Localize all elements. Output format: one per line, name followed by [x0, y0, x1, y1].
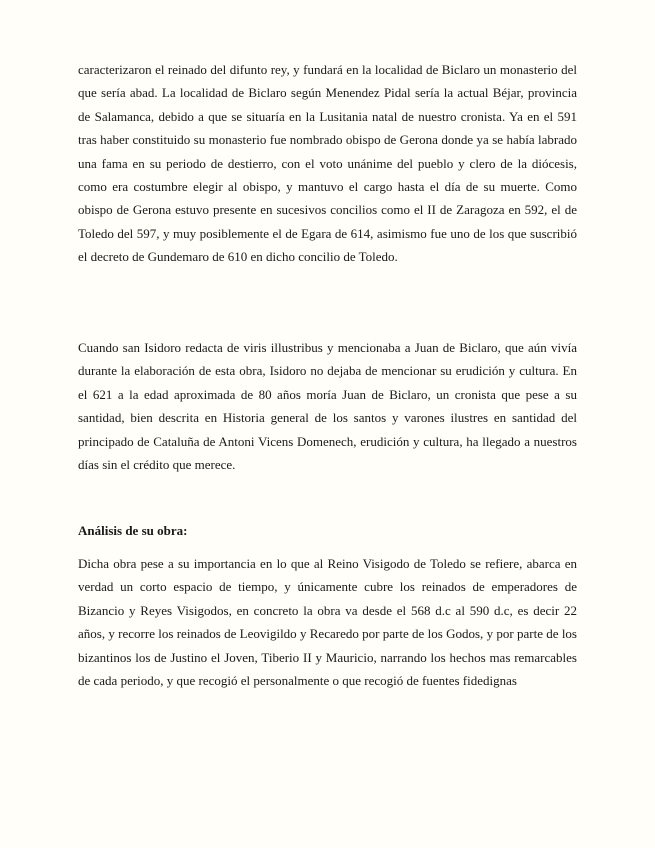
section-heading: Análisis de su obra:	[78, 523, 188, 538]
paragraph-isidoro-mention: Cuando san Isidoro redacta de viris illustribus y mencionaba a Juan de Biclaro, que aún vivía durante la elaboración de esta obra, Isidoro no dejaba de mencionar su erudición y cultura. En el 621 a la edad aproximada de 80 años moría Juan de Biclaro, un cronista que pese a su santidad, bien descrita en Historia general de los santos y varones ilustres en santidad del principado de Cataluña de Antoni Vicens Domenech, erudición y cultura, ha llegado a nuestros días sin el crédito que merece.	[78, 340, 577, 473]
paragraph-biography-continued: caracterizaron el reinado del difunto rey, y fundará en la localidad de Biclaro un monasterio del que sería abad. La localidad de Biclaro según Menendez Pidal sería la actual Béjar, provincia de Salamanca, debido a que se situaría en la Lusitania natal de nuestro cronista. Ya en el 591 tras haber constituido su monasterio fue nombrado obispo de Gerona donde ya se había labrado una fama en su periodo de destierro, con el voto unánime del pueblo y clero de la diócesis, como era costumbre elegir al obispo, y mantuvo el cargo hasta el día de su muerte. Como obispo de Gerona estuvo presente en sucesivos concilios como el II de Zaragoza en 592, el de Toledo del 597, y muy posiblemente el de Egara de 614, asimismo fue uno de los que suscribió el decreto de Gundemaro de 610 en dicho concilio de Toledo.	[78, 62, 577, 265]
paragraph-work-analysis: Dicha obra pese a su importancia en lo que al Reino Visigodo de Toledo se refiere, abarca en verdad un corto espacio de tiempo, y únicamente cubre los reinados de emperadores de Bizancio y Reyes Visigodos, en concreto la obra va desde el 568 d.c al 590 d.c, es decir 22 años, y recorre los reinados de Leovigildo y Recaredo por parte de los Godos, y por parte de los bizantinos los de Justino el Joven, Tiberio II y Mauricio, narrando los hechos mas remarcables de cada periodo, y que recogió el personalmente o que recogió de fuentes fidedignas	[78, 556, 577, 689]
